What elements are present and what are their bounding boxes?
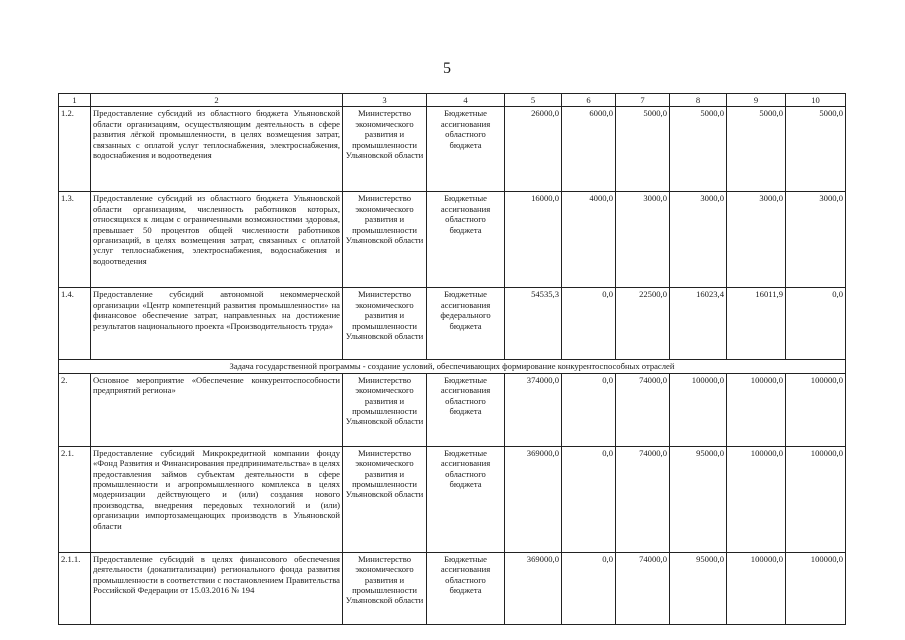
row-value-total: 16000,0 (505, 192, 562, 288)
table-row (59, 552, 846, 624)
row-value: 74000,0 (616, 373, 670, 446)
row-number: 2.1.1. (59, 552, 91, 624)
row-value: 100000,0 (727, 446, 786, 552)
row-value: 5000,0 (786, 107, 846, 192)
row-description: Основное мероприятие «Обеспечение конкурентоспособности предприятий региона» (91, 373, 343, 446)
row-value: 74000,0 (616, 552, 670, 624)
table-row (59, 192, 846, 288)
row-number: 1.3. (59, 192, 91, 288)
row-description: Предоставление субсидий из областного бюджета Ульяновской области организациям, осуществляющим деятельность в сфере развития лёгкой промышленности, в целях возмещения затрат, связанных с оплатой услуг теплоснабжения, электроснабжения, водоснабжения и водоотведения (91, 107, 343, 192)
header-cell: 4 (427, 94, 505, 107)
row-number: 1.4. (59, 288, 91, 360)
row-value: 74000,0 (616, 446, 670, 552)
row-value: 0,0 (562, 373, 616, 446)
row-value: 22500,0 (616, 288, 670, 360)
row-value: 0,0 (562, 288, 616, 360)
table-row (59, 107, 846, 192)
row-funding-source: Бюджетные ассигнования областного бюджета (427, 446, 505, 552)
section-row (59, 360, 846, 373)
row-value: 6000,0 (562, 107, 616, 192)
row-value: 3000,0 (616, 192, 670, 288)
row-value: 100000,0 (727, 552, 786, 624)
row-value: 3000,0 (727, 192, 786, 288)
table-row (59, 373, 846, 446)
row-value: 95000,0 (670, 446, 727, 552)
row-value: 0,0 (562, 446, 616, 552)
table-row (59, 288, 846, 360)
row-value: 0,0 (562, 552, 616, 624)
header-cell: 8 (670, 94, 727, 107)
row-number: 2. (59, 373, 91, 446)
row-value: 5000,0 (670, 107, 727, 192)
row-value: 0,0 (786, 288, 846, 360)
section-title: Задача государственной программы - создание условий, обеспечивающих формирование конкурентоспособных отраслей (59, 360, 846, 373)
row-funding-source: Бюджетные ассигнования областного бюджета (427, 107, 505, 192)
row-number: 2.1. (59, 446, 91, 552)
row-value: 100000,0 (786, 552, 846, 624)
row-value: 100000,0 (786, 373, 846, 446)
row-value-total: 374000,0 (505, 373, 562, 446)
row-funding-source: Бюджетные ассигнования федерального бюджета (427, 288, 505, 360)
row-value-total: 54535,3 (505, 288, 562, 360)
row-funding-source: Бюджетные ассигнования областного бюджета (427, 373, 505, 446)
row-value: 3000,0 (670, 192, 727, 288)
row-value: 100000,0 (786, 446, 846, 552)
row-value: 16023,4 (670, 288, 727, 360)
header-cell: 2 (91, 94, 343, 107)
header-cell: 10 (786, 94, 846, 107)
row-value: 100000,0 (670, 373, 727, 446)
row-value: 16011,9 (727, 288, 786, 360)
row-executor: Министерство экономического развития и промышленности Ульяновской области (343, 192, 427, 288)
header-cell: 1 (59, 94, 91, 107)
page-number: 5 (443, 60, 451, 77)
row-value: 95000,0 (670, 552, 727, 624)
row-value: 100000,0 (727, 373, 786, 446)
row-number: 1.2. (59, 107, 91, 192)
row-funding-source: Бюджетные ассигнования областного бюджета (427, 192, 505, 288)
row-executor: Министерство экономического развития и промышленности Ульяновской области (343, 446, 427, 552)
table-header-row (59, 94, 846, 107)
row-executor: Министерство экономического развития и промышленности Ульяновской области (343, 107, 427, 192)
row-value-total: 26000,0 (505, 107, 562, 192)
row-funding-source: Бюджетные ассигнования областного бюджета (427, 552, 505, 624)
row-value-total: 369000,0 (505, 446, 562, 552)
header-cell: 5 (505, 94, 562, 107)
row-executor: Министерство экономического развития и промышленности Ульяновской области (343, 552, 427, 624)
row-value: 5000,0 (727, 107, 786, 192)
row-executor: Министерство экономического развития и промышленности Ульяновской области (343, 373, 427, 446)
row-description: Предоставление субсидий Микрокредитной компании фонду «Фонд Развития и Финансирования предпринимательства» в целях предоставления займов субъектам деятельности в сфере промышленности и агропромышленного комплекса в целях модернизации действующего и (или) создания нового производства, внедрения передовых технологий и (или) организации импортозамещающих производств в Ульяновской области (91, 446, 343, 552)
row-value: 5000,0 (616, 107, 670, 192)
header-cell: 9 (727, 94, 786, 107)
row-value: 4000,0 (562, 192, 616, 288)
row-value-total: 369000,0 (505, 552, 562, 624)
row-description: Предоставление субсидий автономной некоммерческой организации «Центр компетенций развития промышленности» на финансовое обеспечение затрат, направленных на достижение результатов национального проекта «Производительность труда» (91, 288, 343, 360)
row-value: 3000,0 (786, 192, 846, 288)
budget-table (58, 93, 846, 625)
row-executor: Министерство экономического развития и промышленности Ульяновской области (343, 288, 427, 360)
table-row (59, 446, 846, 552)
header-cell: 7 (616, 94, 670, 107)
header-cell: 6 (562, 94, 616, 107)
header-cell: 3 (343, 94, 427, 107)
row-description: Предоставление субсидий в целях финансового обеспечения деятельности (докапитализации) регионального фонда развития промышленности в соответствии с постановлением Правительства Российской Федерации от 15.03.2016 № 194 (91, 552, 343, 624)
row-description: Предоставление субсидий из областного бюджета Ульяновской области организациям, численность работников которых, относящихся к лицам с ограниченными возможностями здоровья, превышает 50 процентов общей численности работников организаций, в целях возмещения затрат, связанных с оплатой услуг теплоснабжения, электроснабжения, водоснабжения и водоотведения (91, 192, 343, 288)
